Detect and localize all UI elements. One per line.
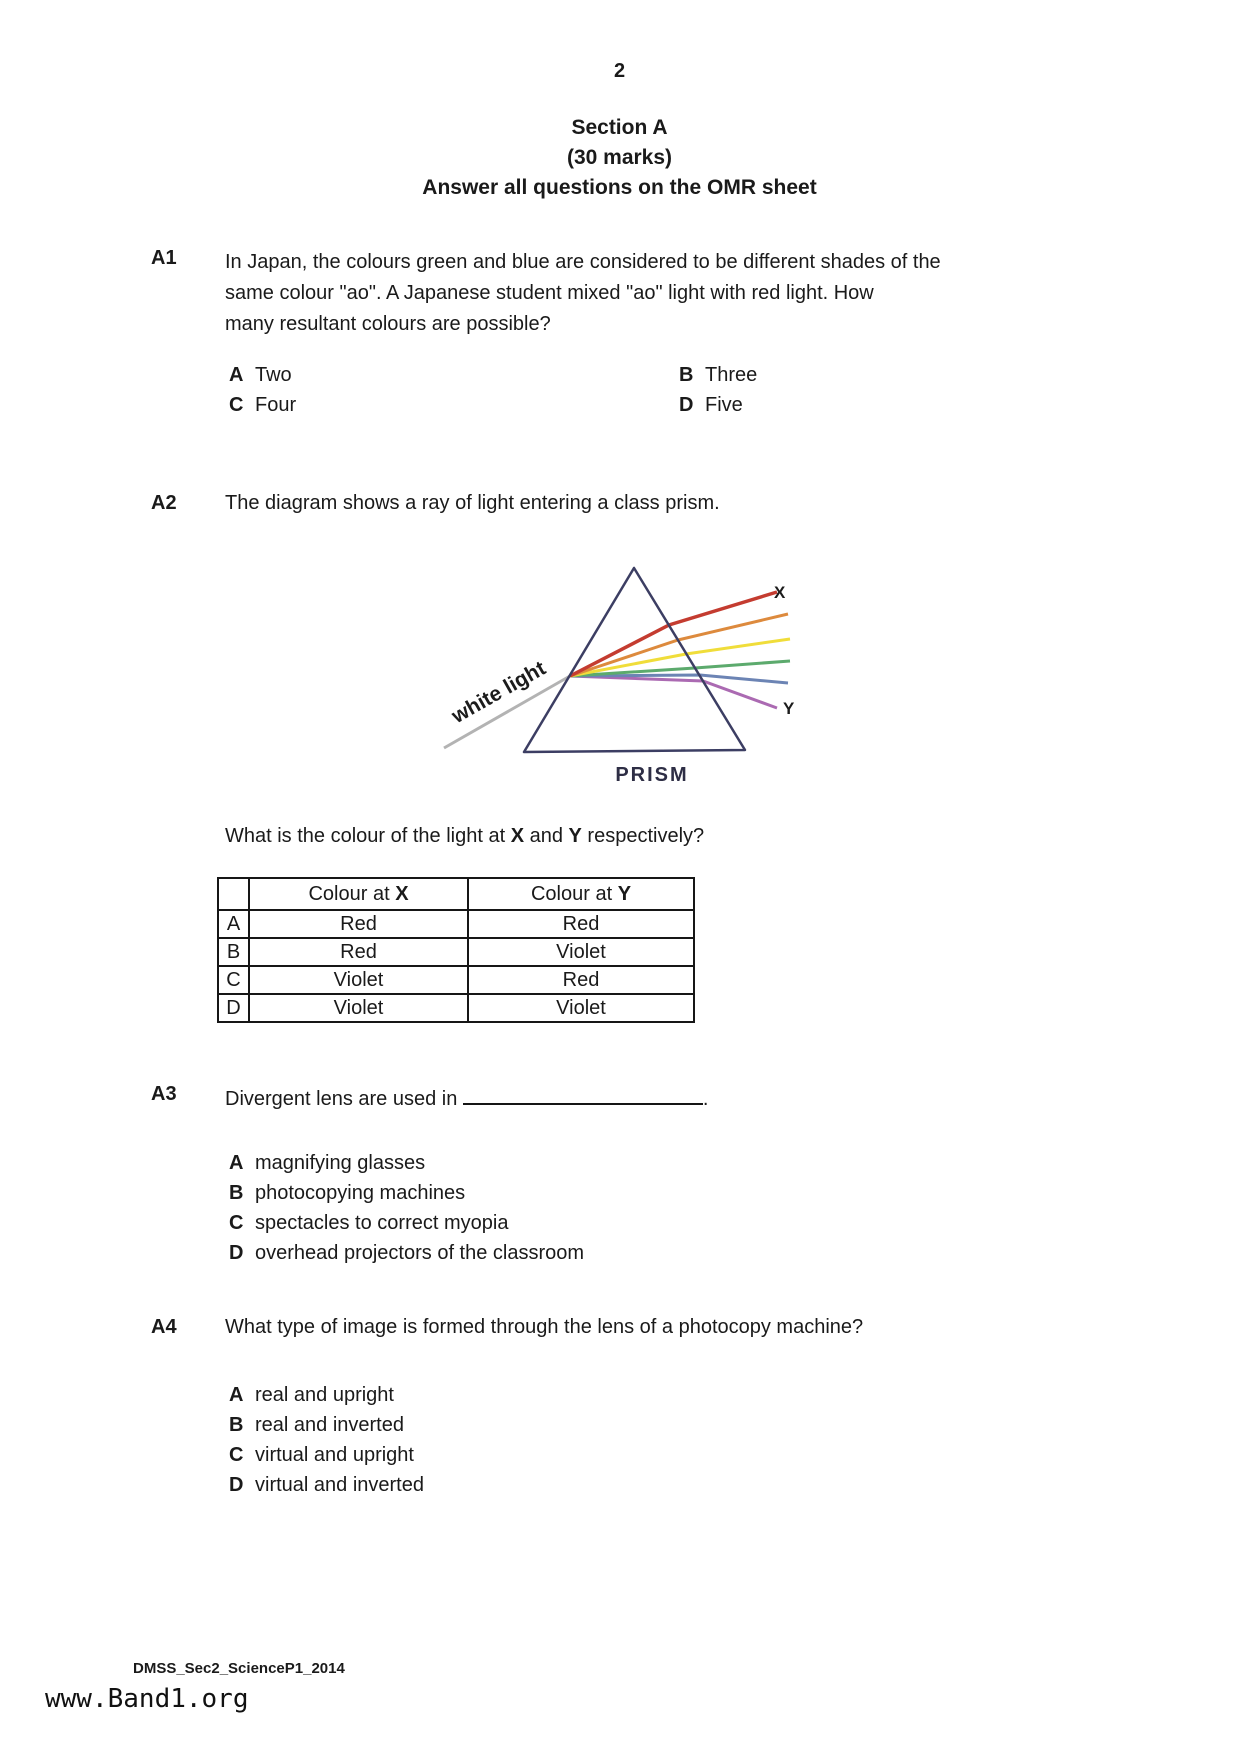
option-a3-a [229,1148,584,1178]
option-a3-d-text: overhead projectors of the classroom [255,1242,585,1264]
table-row-c-x: Violet [249,966,468,994]
option-a1-b-letter: B [679,364,694,386]
option-a3-a-letter: A [229,1152,244,1174]
question-a1-line3: many resultant colours are possible? [225,313,551,335]
option-a4-c-text: virtual and upright [255,1444,414,1466]
question-a4 [151,1316,863,1339]
a2-answer-table [217,877,695,1023]
option-a1-c-letter: C [229,394,244,416]
option-a1-a-text: Two [255,364,292,386]
option-a1-d [679,390,757,420]
option-a1-a [229,360,296,390]
option-a3-b-letter: B [229,1182,244,1204]
subquestion-post: respectively? [581,825,705,847]
question-a2 [151,492,720,515]
table-row-c-letter: C [218,966,249,994]
question-a2-text: The diagram shows a ray of light entering a class prism. [225,492,720,514]
option-a3-d [229,1238,584,1268]
table-row-c-y: Red [468,966,694,994]
option-a4-b-letter: B [229,1414,244,1436]
website-watermark: www.Band1.org [45,1684,249,1714]
colour-x-letter: X [395,882,409,905]
table-row-d [218,994,694,1022]
section-title: Section A [571,116,668,139]
subquestion-y: Y [568,825,582,847]
option-a4-c-letter: C [229,1444,244,1466]
option-a4-c [229,1440,424,1470]
table-row-d-letter: D [218,994,249,1022]
option-a4-a [229,1380,424,1410]
colour-y-letter: Y [617,882,632,905]
prism-diagram [400,540,830,795]
ray-violet [570,676,777,708]
question-a4-options [229,1380,424,1500]
question-a3-text-before: Divergent lens are used in [225,1088,458,1110]
question-a4-number: A4 [151,1316,177,1338]
option-a3-c-text: spectacles to correct myopia [255,1212,509,1234]
section-instruction: Answer all questions on the OMR sheet [422,176,817,199]
question-a3-text [225,1083,708,1111]
option-a1-b [679,360,757,390]
option-a4-b-text: real and inverted [255,1414,404,1436]
question-a1-options-col1 [229,360,296,420]
prism-diagram-svg [400,540,830,795]
option-a4-d-text: virtual and inverted [255,1474,424,1496]
table-header-empty [218,878,249,910]
table-row-c [218,966,694,994]
question-a3-text-after: . [702,1088,709,1110]
white-light-label: white light [447,656,550,728]
page-number: 2 [613,60,626,82]
option-a4-a-text: real and upright [255,1384,394,1406]
table-row-b-y: Violet [468,938,694,966]
question-a3 [151,1083,708,1111]
question-a1-options-col2 [679,360,757,420]
prism-label: PRISM [615,764,689,786]
section-marks: (30 marks) [566,146,673,169]
option-a3-c-letter: C [229,1212,244,1234]
document-code: DMSS_Sec2_ScienceP1_2014 [133,1660,345,1677]
option-a1-c [229,390,296,420]
subquestion-pre: What is the colour of the light at [225,825,511,847]
option-a4-d [229,1470,424,1500]
table-row-d-x: Violet [249,994,468,1022]
question-a1-line2: same colour "ao". A Japanese student mixed "ao" light with red light. How [225,282,874,304]
option-a4-a-letter: A [229,1384,244,1406]
table-row-a-letter: A [218,910,249,938]
subquestion-mid: and [524,825,569,847]
option-a4-b [229,1410,424,1440]
option-a4-d-letter: D [229,1474,244,1496]
option-a3-b-text: photocopying machines [255,1182,466,1204]
colour-x-label: Colour at [308,882,396,905]
table-row-b-x: Red [249,938,468,966]
table-row-a-x: Red [249,910,468,938]
prism-triangle [524,568,745,752]
table-header-row [218,878,694,910]
table-row-d-y: Violet [468,994,694,1022]
x-ray-label: X [774,583,786,602]
option-a1-d-text: Five [705,394,743,416]
table-row-b-letter: B [218,938,249,966]
table-header-colour-x [249,878,468,910]
question-a2-number: A2 [151,492,177,514]
colour-y-label: Colour at [530,882,618,905]
answer-blank-line [463,1083,703,1105]
option-a3-c [229,1208,584,1238]
option-a3-d-letter: D [229,1242,244,1264]
question-a2-subquestion [225,825,704,848]
option-a1-a-letter: A [229,364,244,386]
option-a3-a-text: magnifying glasses [255,1152,426,1174]
table-row-a [218,910,694,938]
question-a3-number: A3 [151,1083,177,1105]
y-ray-label: Y [783,699,795,718]
option-a1-c-text: Four [255,394,297,416]
table-header-colour-y [468,878,694,910]
question-a1-line1: In Japan, the colours green and blue are considered to be different shades of the [225,251,941,273]
question-a1 [151,247,941,340]
option-a3-b [229,1178,584,1208]
question-a1-number: A1 [151,247,177,269]
question-a3-options [229,1148,584,1268]
question-a1-text [225,247,941,340]
option-a1-d-letter: D [679,394,694,416]
subquestion-x: X [510,825,525,847]
table-row-a-y: Red [468,910,694,938]
option-a1-b-text: Three [705,364,758,386]
table-row-b [218,938,694,966]
question-a4-text: What type of image is formed through the lens of a photocopy machine? [225,1316,864,1338]
